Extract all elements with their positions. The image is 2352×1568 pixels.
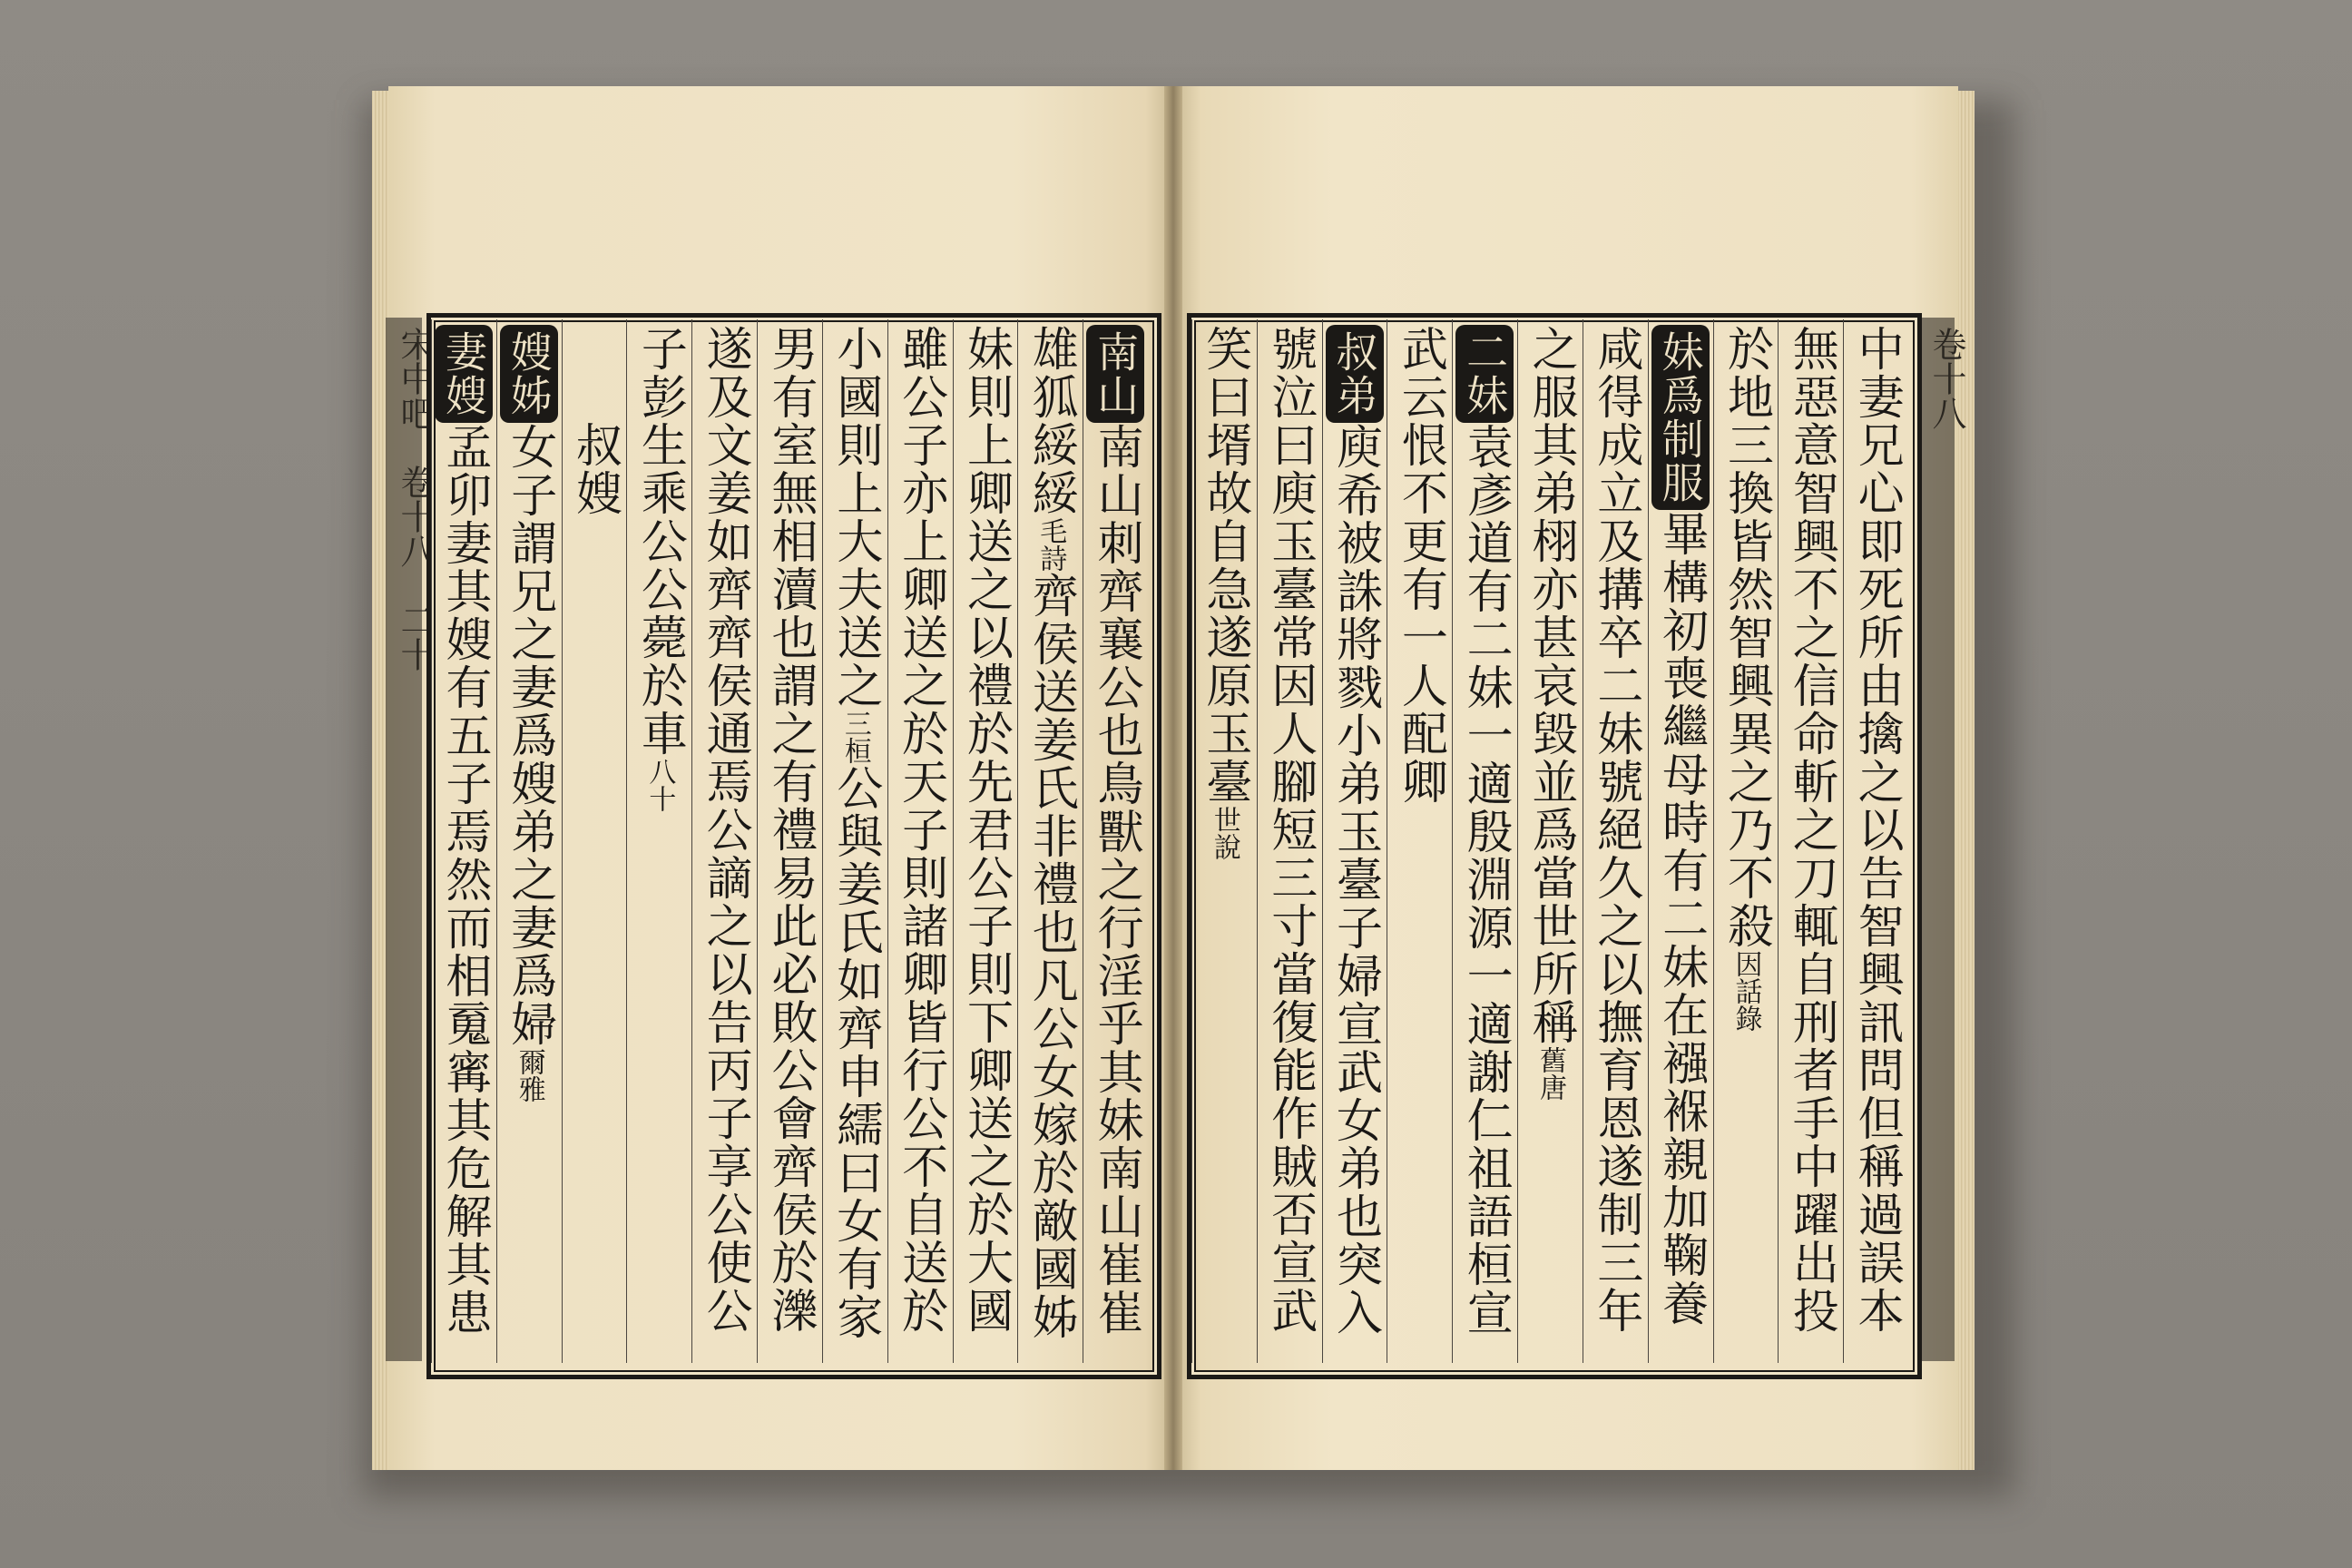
text-column [955,325,1014,1335]
column-rule [953,319,954,1363]
text-column [1325,325,1385,1337]
text-column [499,325,559,1102]
text-column [1846,325,1906,1335]
text-column [1585,325,1645,1335]
column-rule [496,319,497,1363]
section-heading-tag: 妹爲制服 [1651,325,1710,510]
column-rule [1452,319,1453,1363]
section-heading-tag: 妻嫂 [435,325,493,423]
column-text: 之服其弟栩亦甚哀毀並爲當世所稱 [1524,325,1577,1046]
text-column [1520,325,1580,1101]
column-text: 女子謂兄之妻爲嫂弟之妻爲婦 [502,423,556,1048]
text-column [890,325,950,1335]
text-column [1715,325,1775,1032]
column-rule [1257,319,1258,1363]
source-annotation: 毛詩 [1034,517,1067,572]
column-text: 袁彥道有二妹一適殷淵源一適謝仁祖語桓宣 [1458,423,1513,1337]
right-outer-margin [1918,318,1955,1361]
section-heading-tag: 嫂姊 [500,325,558,423]
text-column [1259,325,1319,1335]
source-annotation: 世說 [1208,806,1240,860]
text-column [1651,325,1710,1328]
text-column [1455,325,1514,1337]
column-rule [562,319,563,1363]
column-text-continued: 齊侯送姜氏非禮也凡公女嫁於敵國姊 [1024,572,1078,1341]
column-text: 武云恨不更有一人配卿 [1393,325,1447,806]
column-text: 雄狐綏綏 [1024,325,1078,517]
section-heading-tag: 二妹 [1455,325,1514,423]
column-rule [691,319,692,1363]
column-text: 小國則上大夫送之 [828,325,882,710]
source-annotation: 八十 [643,758,676,812]
column-text: 雖公子亦上卿送之於天子則諸卿皆行公不自送於 [893,325,947,1335]
column-text: 叔嫂 [567,325,622,517]
column-rule [757,319,758,1363]
section-heading-tag: 南山 [1086,325,1144,423]
column-text: 南山刺齊襄公也鳥獸之行淫乎其妹南山崔崔 [1089,423,1143,1337]
column-text: 號泣曰庾玉臺常因人腳短三寸當復能作賊否宣武 [1262,325,1317,1335]
source-annotation: 舊唐 [1534,1046,1566,1101]
column-rule [626,319,627,1363]
column-rule [1017,319,1018,1363]
text-column [1020,325,1080,1341]
source-annotation: 爾雅 [513,1048,545,1102]
source-annotation: 三桓 [838,710,871,764]
column-text: 於地三換皆然智興異之乃不殺 [1719,325,1773,950]
text-column [629,325,689,812]
column-rule [1648,319,1649,1363]
text-column [1085,325,1145,1337]
column-rule [1843,319,1844,1363]
column-rule [1517,319,1518,1363]
column-text: 畢構初喪繼母時有二妹在襁褓親加鞠養 [1653,510,1708,1328]
text-column [694,325,754,1335]
section-heading-tag: 叔弟 [1326,325,1384,423]
column-text: 男有室無相瀆也謂之有禮易此必敗公會齊侯於濼 [763,325,817,1335]
text-column [1194,325,1254,860]
left-margin-text: 宋中吧 卷十八 二十 [395,327,435,671]
text-column [1780,325,1840,1335]
column-rule [1322,319,1323,1363]
column-rule [1713,319,1714,1363]
text-column [1389,325,1449,806]
source-annotation: 因話錄 [1730,950,1762,1032]
column-text: 笑曰壻故自急遂原玉臺 [1197,325,1251,806]
column-text: 庾希被誅將戮小弟玉臺子婦宣武女弟也突入 [1328,423,1382,1337]
book-gutter [1164,86,1182,1470]
text-column [760,325,819,1335]
text-column [825,325,885,1341]
column-rule [1778,319,1779,1363]
column-rule [1191,319,1192,1363]
column-text: 中妻兄心即死所由擒之以告智興訊問但稱過誤本 [1849,325,1904,1335]
column-text-continued: 公與姜氏如齊申繻曰女有家 [828,764,882,1341]
column-text: 無惡意智興不之信命斬之刀輒自刑者手中躍出投 [1784,325,1838,1335]
text-column [434,325,494,1337]
column-text: 妹則上卿送之以禮於先君公子則下卿送之於大國 [958,325,1013,1335]
column-text: 咸得成立及搆卒二妹號絕久之以撫育恩遂制三年 [1588,325,1642,1335]
column-text: 子彭生乘公公薨於車 [632,325,687,758]
column-rule [887,319,888,1363]
text-column [564,325,624,517]
right-margin-text: 卷十八 [1926,327,1966,430]
column-rule [822,319,823,1363]
column-text: 孟卯妻其嫂有五子焉然而相䰟寗其危解其患 [436,423,491,1337]
column-text: 遂及文姜如齊齊侯通焉公謫之以告丙子享公使公 [698,325,752,1335]
column-rule [431,319,432,1363]
